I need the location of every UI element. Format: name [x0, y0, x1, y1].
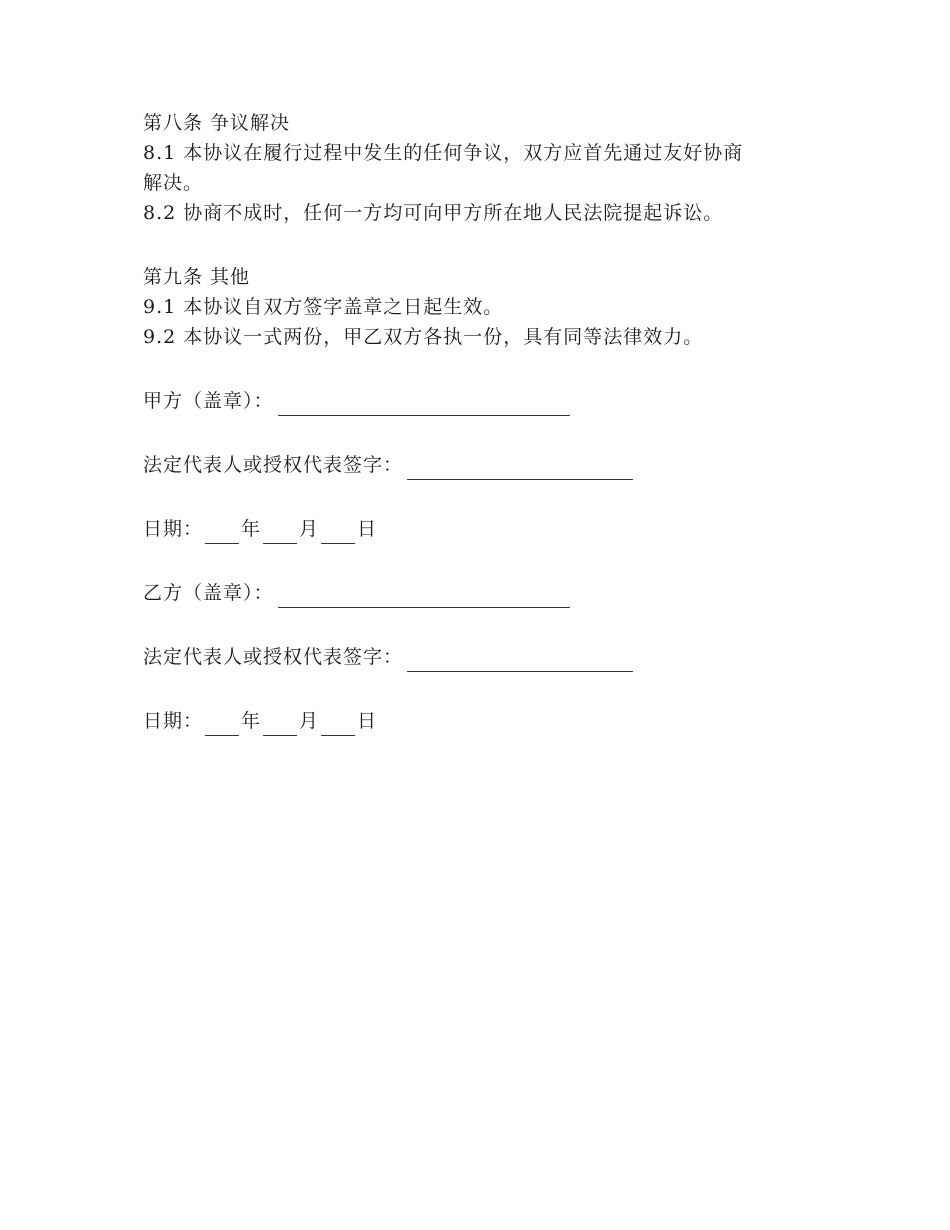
party-b-month-label: 月	[299, 710, 320, 732]
party-a-rep-row	[143, 450, 823, 480]
party-a-seal-label: 甲方（盖章）：	[143, 390, 274, 412]
document-page	[143, 108, 823, 736]
party-b-rep-signature-blank[interactable]	[407, 649, 633, 672]
party-b-year-label: 年	[241, 710, 262, 732]
party-a-date-label: 日期：	[143, 518, 204, 540]
party-a-month-label: 月	[299, 518, 320, 540]
party-b-rep-label: 法定代表人或授权代表签字：	[143, 646, 404, 668]
clause-8-2: 8.2 协商不成时，任何一方均可向甲方所在地人民法院提起诉讼。	[143, 202, 724, 224]
party-a-year-blank[interactable]	[205, 521, 239, 544]
party-b-seal-blank[interactable]	[278, 585, 570, 608]
party-b-seal-label: 乙方（盖章）：	[143, 582, 274, 604]
party-b-year-blank[interactable]	[205, 713, 239, 736]
party-a-day-label: 日	[357, 518, 378, 540]
party-b-month-blank[interactable]	[263, 713, 297, 736]
party-a-year-label: 年	[241, 518, 262, 540]
clause-9-2: 9.2 本协议一式两份，甲乙双方各执一份，具有同等法律效力。	[143, 326, 704, 348]
party-a-rep-signature-blank[interactable]	[407, 457, 633, 480]
party-a-day-blank[interactable]	[321, 521, 355, 544]
section-8-heading: 第八条 争议解决	[143, 112, 291, 134]
clause-8-1-line-2: 解决。	[143, 172, 204, 194]
party-b-date-row	[143, 706, 823, 736]
section-9-heading: 第九条 其他	[143, 266, 251, 288]
party-a-date-row	[143, 514, 823, 544]
party-b-date-label: 日期：	[143, 710, 204, 732]
clause-8-1-line-1: 8.1 本协议在履行过程中发生的任何争议，双方应首先通过友好协商	[143, 142, 744, 164]
party-a-month-blank[interactable]	[263, 521, 297, 544]
party-b-day-blank[interactable]	[321, 713, 355, 736]
party-a-seal-row	[143, 386, 823, 416]
party-a-seal-blank[interactable]	[278, 393, 570, 416]
clause-9-1: 9.1 本协议自双方签字盖章之日起生效。	[143, 296, 504, 318]
party-a-rep-label: 法定代表人或授权代表签字：	[143, 454, 404, 476]
party-b-rep-row	[143, 642, 823, 672]
party-b-seal-row	[143, 578, 823, 608]
party-b-day-label: 日	[357, 710, 378, 732]
